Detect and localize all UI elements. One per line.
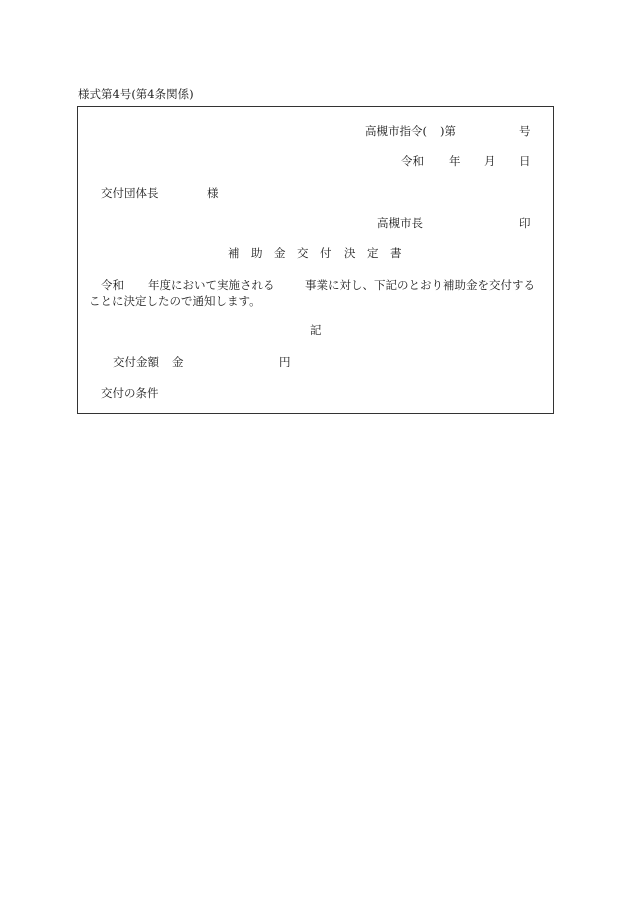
issuer-seal: 印 bbox=[519, 216, 531, 230]
body-text-part2: 事業に対し、下記のとおり補助金を交付する bbox=[305, 278, 535, 292]
amount-label: 交付金額 bbox=[113, 355, 159, 369]
document-title-char: 補 bbox=[228, 246, 240, 260]
issuer-name: 高槻市長 bbox=[377, 216, 423, 230]
document-title-char: 付 bbox=[320, 246, 332, 260]
recipient-title: 交付団体長 bbox=[101, 186, 159, 200]
date-day-unit: 日 bbox=[519, 154, 531, 168]
conditions-label: 交付の条件 bbox=[101, 386, 159, 400]
document-title-char: 助 bbox=[251, 246, 263, 260]
date-month-unit: 月 bbox=[484, 154, 496, 168]
document-title-char: 決 bbox=[344, 246, 356, 260]
body-era: 令和 bbox=[101, 278, 124, 292]
amount-unit: 円 bbox=[279, 355, 291, 369]
directive-number-suffix: 号 bbox=[519, 124, 531, 138]
directive-number-mid: )第 bbox=[440, 124, 456, 138]
document-title-char: 定 bbox=[367, 246, 379, 260]
body-text-part1: 年度において実施される bbox=[148, 278, 275, 292]
document-title-char: 金 bbox=[274, 246, 286, 260]
recipient-honorific: 様 bbox=[207, 186, 219, 200]
document-title-char: 書 bbox=[390, 246, 402, 260]
document-title-char: 交 bbox=[297, 246, 309, 260]
date-year-unit: 年 bbox=[449, 154, 461, 168]
amount-prefix: 金 bbox=[172, 355, 184, 369]
body-text-line2: ことに決定したので通知します。 bbox=[89, 294, 261, 308]
date-era: 令和 bbox=[401, 154, 424, 168]
ki-heading: 記 bbox=[310, 323, 322, 337]
directive-number-prefix: 高槻市指令( bbox=[365, 124, 427, 138]
form-number-label: 様式第4号(第4条関係) bbox=[78, 87, 194, 101]
